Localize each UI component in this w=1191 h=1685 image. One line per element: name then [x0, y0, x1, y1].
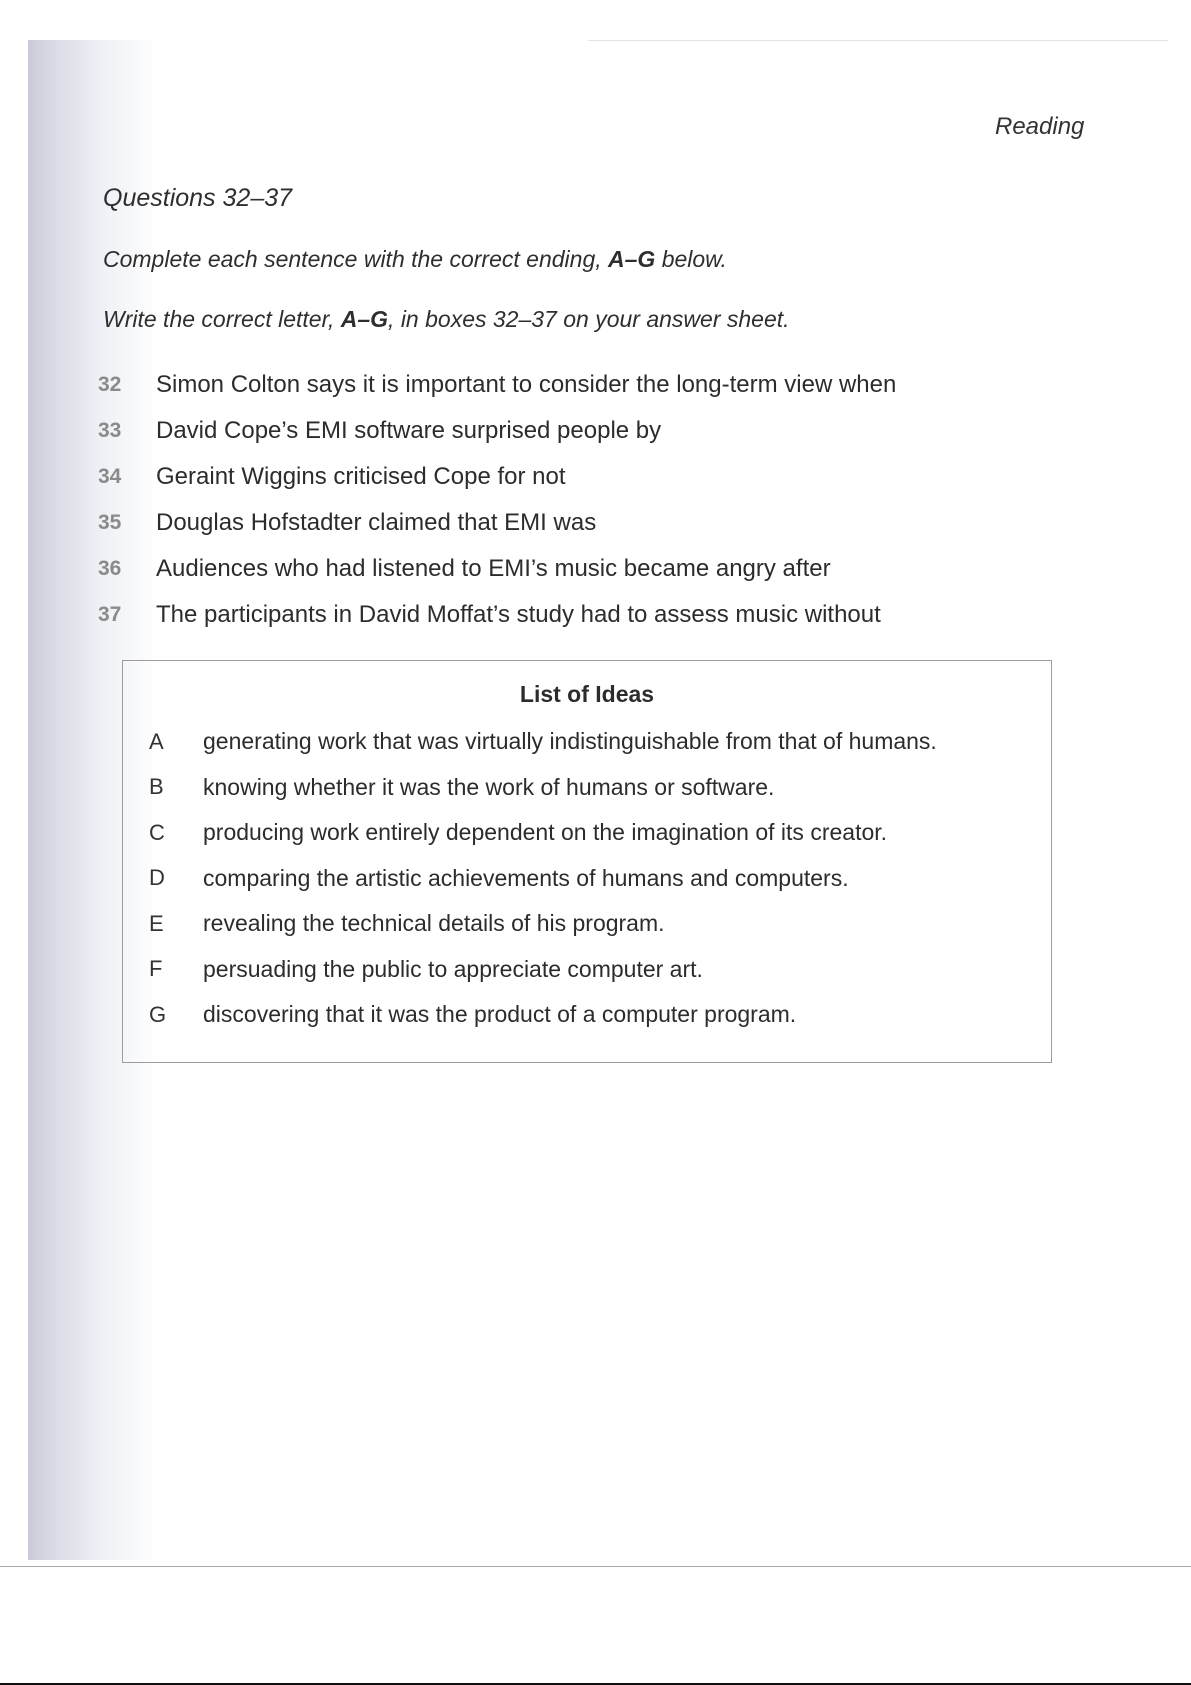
idea-letter: E — [149, 910, 164, 936]
page-top-edge — [588, 40, 1168, 41]
question-text: The participants in David Moffat’s study had to assess music without — [156, 601, 881, 628]
question-item — [98, 592, 998, 638]
instruction-complete-sentences — [103, 246, 727, 273]
idea-item — [149, 947, 1039, 993]
idea-item — [149, 810, 1039, 856]
idea-text: comparing the artistic achievements of humans and computers. — [203, 864, 849, 891]
instruction-2-range: A–G — [340, 306, 389, 332]
question-text: David Cope’s EMI software surprised people by — [156, 417, 662, 444]
question-number: 35 — [98, 511, 122, 534]
question-item — [98, 500, 998, 546]
question-number: 36 — [98, 557, 122, 580]
questions-heading: Questions 32–37 — [103, 184, 293, 212]
question-list — [98, 362, 998, 638]
idea-letter: G — [149, 1001, 167, 1027]
idea-text: generating work that was virtually indistinguishable from that of humans. — [203, 728, 937, 755]
idea-text: knowing whether it was the work of humans or software. — [203, 773, 775, 800]
ideas-box-title: List of Ideas — [519, 681, 655, 707]
instruction-write-letter — [103, 306, 790, 333]
question-number: 32 — [98, 373, 122, 396]
section-label: Reading — [995, 113, 1085, 140]
question-item — [98, 362, 998, 408]
scan-bottom-edge — [0, 1566, 1191, 1567]
idea-text: revealing the technical details of his program. — [203, 910, 665, 937]
question-item — [98, 454, 998, 500]
idea-item — [149, 765, 1039, 811]
question-number: 33 — [98, 419, 122, 442]
idea-item — [149, 719, 1039, 765]
question-text: Geraint Wiggins criticised Cope for not — [156, 463, 566, 490]
instruction-2-part-2: , in boxes 32–37 on your answer sheet. — [388, 306, 790, 332]
question-text: Douglas Hofstadter claimed that EMI was — [156, 509, 597, 536]
instruction-1-range: A–G — [608, 246, 656, 272]
idea-item — [149, 992, 1039, 1038]
idea-text: discovering that it was the product of a computer program. — [203, 1001, 797, 1028]
ideas-list — [149, 719, 1039, 1038]
question-text: Simon Colton says it is important to consider the long-term view when — [156, 371, 897, 398]
idea-letter: C — [149, 819, 165, 845]
idea-letter: D — [149, 865, 165, 891]
idea-letter: B — [149, 774, 164, 800]
idea-text: producing work entirely dependent on the imagination of its creator. — [203, 819, 888, 846]
idea-letter: A — [149, 728, 164, 754]
question-number: 37 — [98, 603, 122, 626]
idea-item — [149, 901, 1039, 947]
idea-text: persuading the public to appreciate computer art. — [203, 955, 703, 982]
idea-letter: F — [149, 956, 163, 982]
question-text: Audiences who had listened to EMI’s music became angry after — [156, 555, 831, 582]
question-number: 34 — [98, 465, 122, 488]
list-of-ideas-box — [122, 660, 1052, 1063]
question-item — [98, 546, 998, 592]
instruction-1-part-1: Complete each sentence with the correct ending, — [103, 246, 609, 272]
instruction-1-part-2: below. — [655, 246, 727, 272]
idea-item — [149, 856, 1039, 902]
instruction-2-part-1: Write the correct letter, — [103, 306, 341, 332]
question-item — [98, 408, 998, 454]
